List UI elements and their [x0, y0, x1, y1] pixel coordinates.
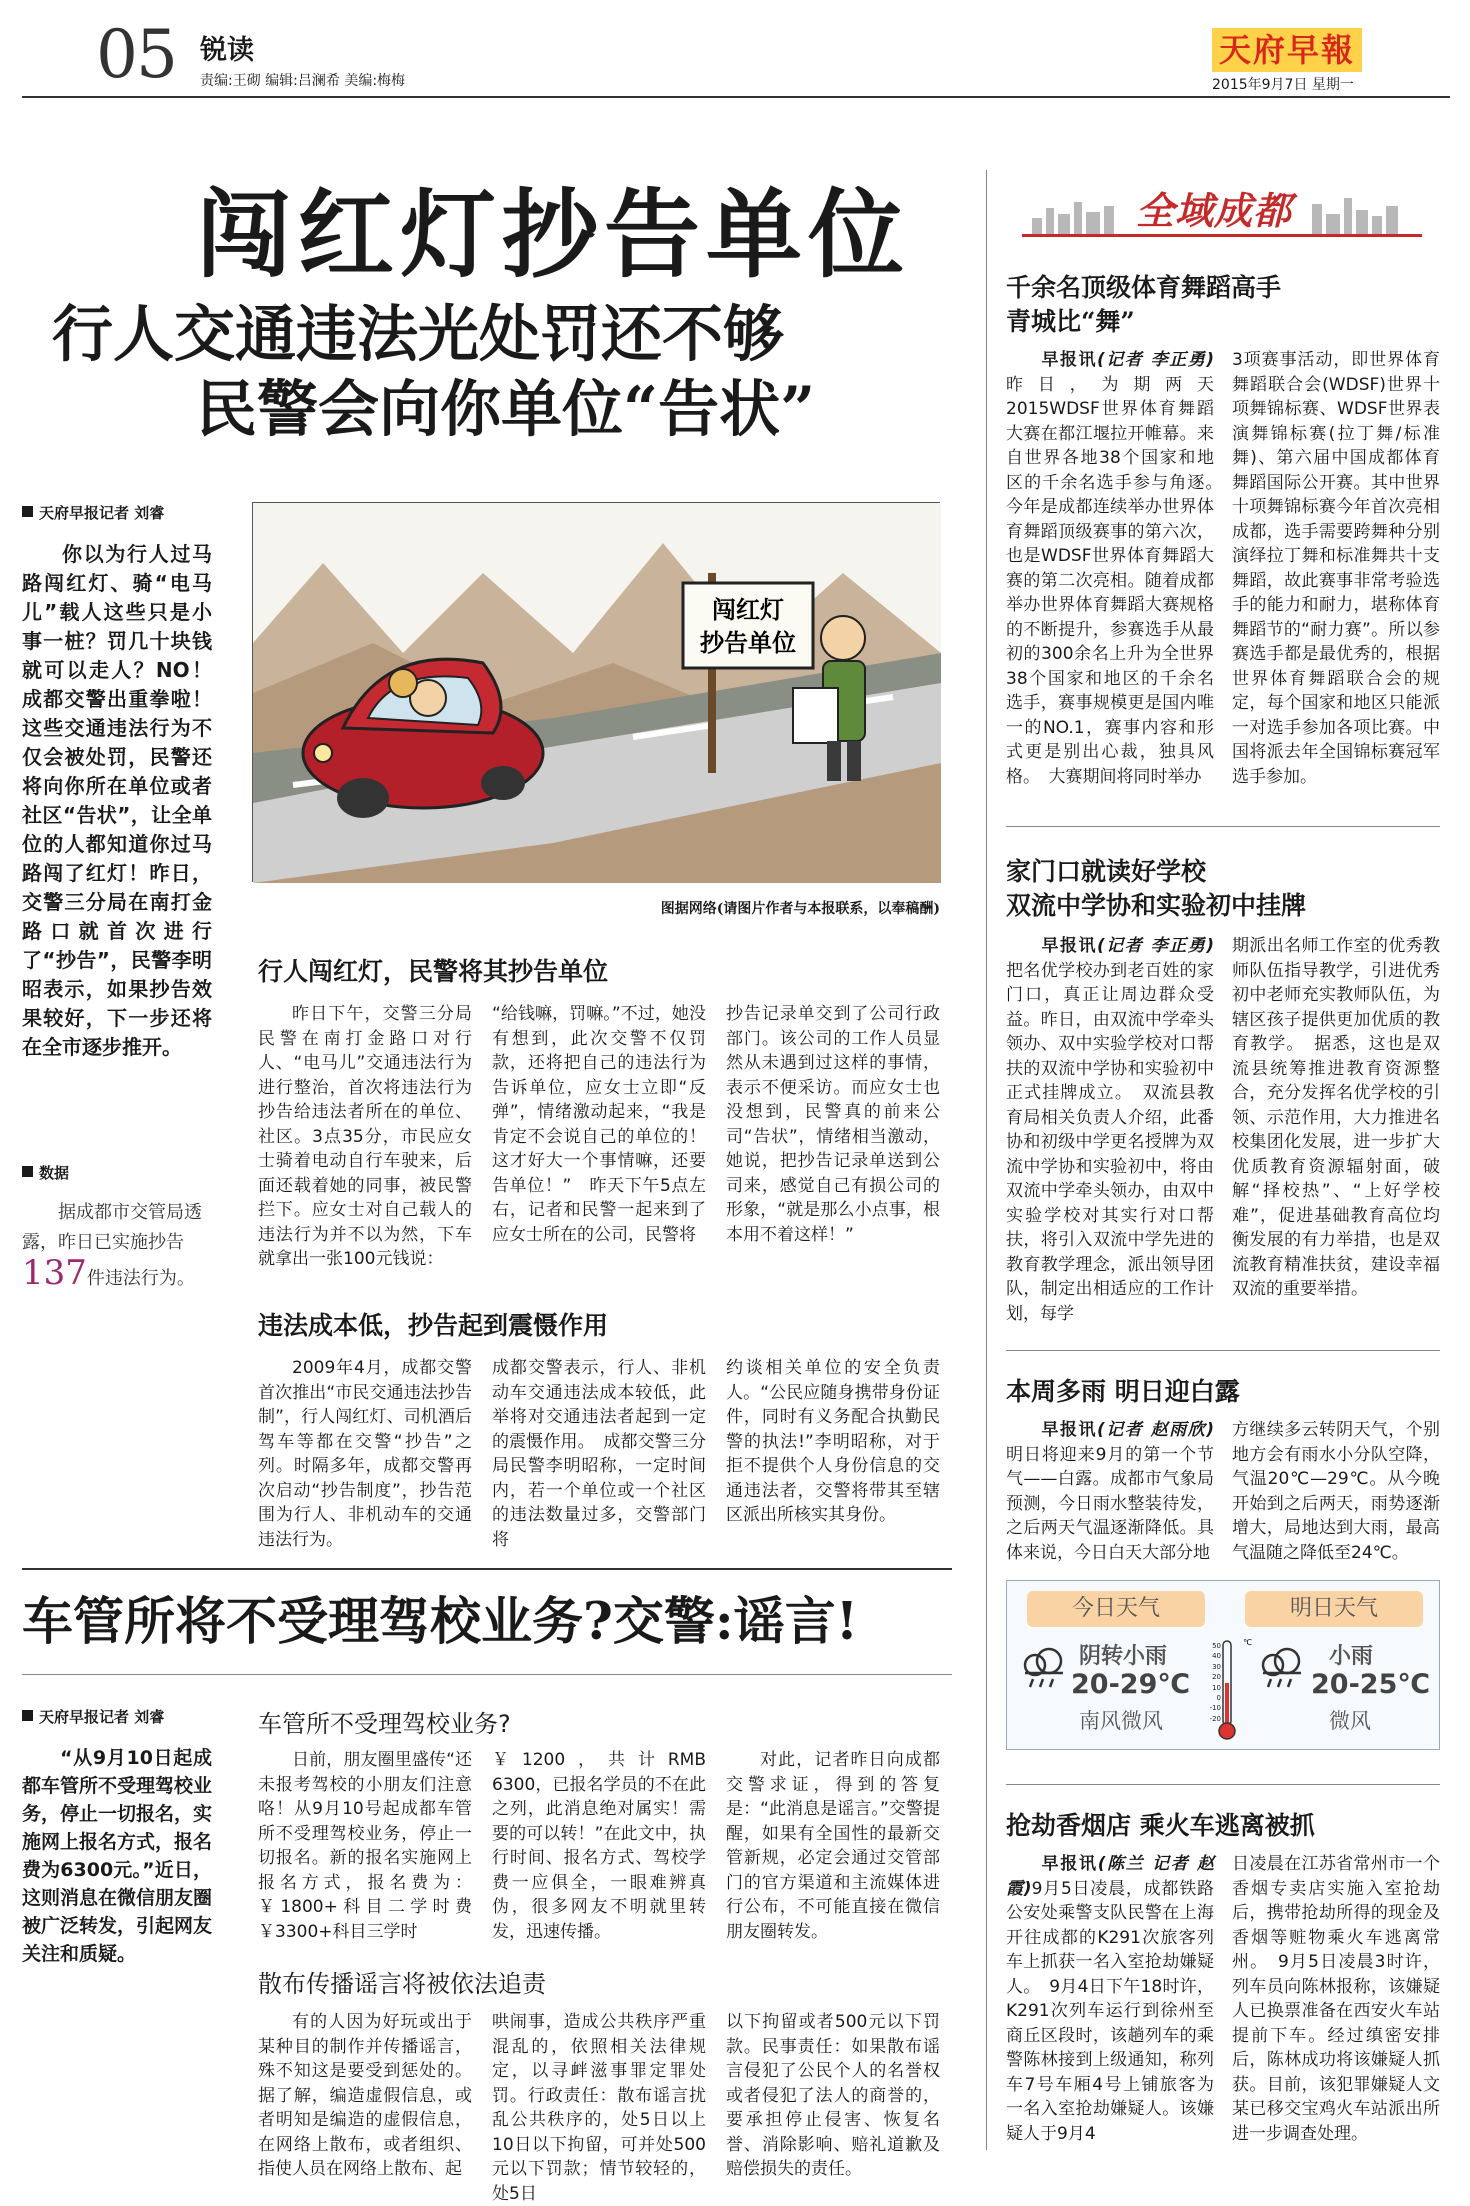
story1-rule: [1006, 826, 1440, 827]
reporter: (记者 李正勇): [1097, 936, 1214, 956]
story2-col1: [1006, 934, 1214, 1324]
dateline: 早报讯: [1040, 936, 1098, 956]
rumor-sub1-col2: ￥1200，共计RMB 6300，已报名学员的不在此之列，此消息绝对属实！需要的可以转！”在此文中，执行时间、报名方式、驾校学费一应俱全，一眼难辨真伪，很多网友不明就里转发，迅速传播。: [492, 1750, 706, 1942]
tomorrow-condition: 小雨: [1329, 1644, 1374, 1669]
story3-col1: [1006, 1418, 1214, 1568]
tick-label: 30: [1212, 1662, 1221, 1671]
tick-label: 10: [1212, 1683, 1221, 1692]
data-label: [22, 1162, 69, 1183]
tick-label: 0: [1216, 1694, 1221, 1703]
tick-label: 40: [1212, 1652, 1221, 1661]
sidebar-banner: [1012, 178, 1432, 238]
tick-label: -20: [1209, 1714, 1221, 1723]
lead-subtitle-2: 民警会向你单位“告状”: [196, 374, 816, 445]
section2-title: 违法成本低，抄告起到震慑作用: [258, 1311, 609, 1340]
cartoon-illustration: [252, 502, 940, 882]
today-label: 今日天气: [1027, 1591, 1205, 1627]
story4-title: 抢劫香烟店 乘火车逃离被抓: [1006, 1811, 1315, 1840]
story3-col1-text: 明日将迎来9月的第一个节气——白露。成都市气象局预测，今日雨水整装待发，之后两天气温逐渐降低。具体来说，今日白天大部分地: [1006, 1444, 1214, 1563]
weather-rule: [1006, 1784, 1440, 1785]
rumor-sub2-col1: 有的人因为好玩或出于某种目的制作并传播谣言，殊不知这是要受到惩处的。据了解，编造虚假信息，或者明知是编造的虚假信息，在网络上散布，或者组织、指使人员在网络上散布、起: [258, 2012, 472, 2179]
rumor-byline: [22, 1706, 164, 1727]
square-bullet: [22, 1710, 33, 1721]
rumor-sub1-col3: 对此，记者昨日向成都交警求证，得到的答复是：“此消息是谣言。”交警提醒，如果有全国性的最新交管新规，必定会通过交管部门的官方渠道和主流媒体进行公布，不可能直接在微信朋友圈转发。: [726, 1750, 940, 1942]
story2-title-2: 双流中学协和实验初中挂牌: [1006, 891, 1307, 920]
reporter: (记者 李正勇): [1097, 350, 1214, 370]
story1-title-2: 青城比“舞”: [1006, 307, 1135, 336]
today-wind: 南风微风: [1079, 1709, 1163, 1733]
svg-text:℃: ℃: [1243, 1638, 1252, 1647]
story1-col1-text: 昨日，为期两天2015WDSF世界体育舞蹈大赛在都江堰拉开帷幕。来自世界各地38个国家和地区的千余名选手参与角逐。 今年是成都连续举办世界体育舞蹈顶级赛事的第六次，也是WDSF世界体育舞蹈大赛的第二次亮相。随着成都举办世界体育舞蹈大赛规格的不断提升，参赛选手从最初的300余名上升为全世界38个国家和地区的千余名选手，赛事规模更是国内唯一的NO.1，赛事内容和形式更是别出心裁，独具风格。 大赛期间将同时举办: [1006, 374, 1231, 787]
rumor-sub2: 散布传播谣言将被依法追责: [258, 1970, 546, 1998]
dateline: 早报讯: [1040, 1420, 1098, 1440]
section2-col1: 2009年4月，成都交警首次推出“市民交通违法抄告制”，行人闯红灯、司机酒后驾车等都在交警“抄告”之列。时隔多年，成都交警再次启动“抄告制度”，抄告范围为行人、非机动车的交通违法行为。: [258, 1358, 472, 1550]
tomorrow-temp: 20-25℃: [1311, 1669, 1431, 1700]
banner-text: 全域成都: [1136, 188, 1293, 233]
story3-col2: 方继续多云转阴天气，个别地方会有雨水小分队空降，气温20℃—29℃。从今晚开始到之后两天，雨势逐渐增大，局地达到大雨，最高气温随之降低至24℃。: [1232, 1420, 1440, 1563]
lead-title: 闯红灯抄告单位: [196, 178, 910, 291]
rumor-sub1-col1: 日前，朋友圈里盛传“还未报考驾校的小朋友们注意咯！从9月10号起成都车管所不受理驾校业务，停止一切报名。新的报名实施网上报名方式，报名费为：￥1800+科目二学时费￥3300+科目三学时: [258, 1750, 472, 1942]
lead-intro: 你以为行人过马路闯红灯、骑“电马儿”载人这些只是小事一桩？罚几十块钱就可以走人？NO！成都交警出重拳啦！这些交通违法行为不仅会被处罚，民警还将向你所在单位或者社区“告状”，让全单位的人都知道你过马路闯了红灯！昨日，交警三分局在南打金路口就首次进行了“抄告”，民警李明昭表示，如果抄告效果较好，下一步还将在全市逐步推开。: [22, 542, 212, 1059]
reporter: (陈兰 记者 赵霞): [1006, 1854, 1214, 1899]
tomorrow-label: 明日天气: [1245, 1591, 1423, 1627]
story2-col1-text: 把名优学校办到老百姓的家门口，真正让周边群众受益。昨日，由双流中学牵头领办、双中实验学校对口帮扶的双流中学协和实验初中正式挂牌成立。 双流县教育局相关负责人介绍，此番协和初级中学更名授牌为双流中学协和实验初中，将由双流中学牵头领办，由双中实验学校对其实行对口帮扶，将引入双流中学先进的教育教学理念，派出领导团队，制定出相适应的工作计划，每学: [1006, 960, 1214, 1324]
square-bullet: [22, 506, 33, 517]
reporter: (记者 赵雨欣): [1097, 1420, 1214, 1440]
data-number: 137: [22, 1253, 87, 1293]
thermo-ticks: [1203, 1641, 1221, 1724]
story4-col1: [1006, 1852, 1214, 2158]
weather-panel: [1006, 1580, 1440, 1750]
dateline: 早报讯: [1040, 350, 1098, 370]
section2-col2: 成都交警表示，行人、非机动车交通违法成本较低，此举将对交通违法者起到一定的震慑作用。 成都交警三分局民警李明昭称，一定时间内，若一个单位或一个社区的违法数量过多，交警部门将: [492, 1358, 706, 1550]
rumor-sub2-col2: 哄闹事，造成公共秩序严重混乱的，依照相关法律规定，以寻衅滋事罪定罪处罚。行政责任：散布谣言扰乱公共秩序的，处5日以上10日以下拘留，可并处500元以下罚款；情节较轻的，处5日: [492, 2012, 706, 2204]
rumor-top-rule: [22, 1568, 952, 1570]
square-bullet: [22, 1166, 33, 1177]
section2-col3: 约谈相关单位的安全负责人。“公民应随身携带身份证件，同时有义务配合执勤民警的执法!”李明昭称，对于拒不提供个人身份信息的交通违法者，交警将带其至辖区派出所核实其身份。: [726, 1358, 940, 1525]
thermometer-icon: [1203, 1635, 1253, 1745]
issue-date: 2015年9月7日 星期一: [1212, 77, 1354, 93]
cartoon-svg: [253, 503, 941, 883]
rain-cloud-icon: [1257, 1643, 1307, 1693]
lead-subtitle-1: 行人交通违法光处罚还不够: [52, 299, 785, 370]
rumor-headline: 车管所将不受理驾校业务?交警:谣言!: [22, 1592, 859, 1652]
story1-col2: 3项赛事活动，即世界体育舞蹈联合会(WDSF)世界十项舞锦标赛、WDSF世界表演舞锦标赛(拉丁舞/标准舞)、第六届中国成都体育舞蹈国际公开赛。其中世界十项舞锦标赛今年首次亮相成都，选手需要跨舞种分别演绎拉丁舞和标准舞共十支舞蹈，故此赛事非常考验选手的能力和耐力，堪称体育舞蹈节的“耐力赛”。所以参赛选手都是最优秀的，根据世界体育舞蹈联合会的规定，每个国家和地区只能派一对选手参加各项比赛。中国将派去年全国锦标赛冠军选手参加。: [1232, 350, 1440, 787]
rumor-sub2-col3: 以下拘留或者500元以下罚款。民事责任：如果散布谣言侵犯了公民个人的名誉权或者侵犯了法人的商誉的，要承担停止侵害、恢复名誉、消除影响、赔礼道歉及赔偿损失的责任。: [726, 2012, 940, 2179]
page-number: 05: [96, 16, 176, 93]
lead-byline: [22, 502, 164, 523]
editors-line: 责编:王砌 编辑:吕澜希 美编:梅梅: [200, 73, 406, 89]
sign-text-1: 闯红灯: [712, 596, 784, 624]
cartoon-caption: 图据网络(请图片作者与本报联系，以奉稿酬): [660, 901, 940, 917]
story2-title-1: 家门口就读好学校: [1006, 857, 1207, 886]
story4-col1-text: 9月5日凌晨，成都铁路公安处乘警支队民警在上海开往成都的K291次旅客列车上抓获一名入室抢劫嫌疑人。 9月4日下午18时许，K291次列车运行到徐州至商丘区段时，该趟列车的乘警陈林接到上级通知，称列车7号车厢4号上铺旅客为一名入室抢劫嫌疑人。该嫌疑人于9月4: [1006, 1878, 1214, 2144]
byline-text: 天府早报记者 刘睿: [39, 504, 165, 522]
rumor-under-rule: [22, 1674, 952, 1675]
section1-col1: 昨日下午，交警三分局民警在南打金路口对行人、“电马儿”交通违法行为进行整治，首次将违法行为抄告给违法者所在的单位、社区。3点35分，市民应女士骑着电动自行车驶来，后面还载着她的同事，被民警拦下。应女士对自己载人的违法行为并不以为然，下车就拿出一张100元钱说：: [258, 1004, 472, 1269]
today-condition: 阴转小雨: [1079, 1644, 1168, 1669]
masthead-logo: 天府早報: [1212, 28, 1362, 72]
story4-col2: 日凌晨在江苏省常州市一个香烟专卖店实施入室抢劫后，携带抢劫所得的现金及香烟等赃物乘火车逃离常州。 9月5日凌晨3时许，列车员向陈林报称，该嫌疑人已换票准备在西安火车站提前下车。经过缜密安排后，陈林成功将该嫌疑人抓获。目前，该犯罪嫌疑人文某已移交宝鸡火车站派出所进一步调查处理。: [1232, 1854, 1440, 2144]
tomorrow-wind: 微风: [1329, 1709, 1371, 1733]
rumor-sub1: 车管所不受理驾校业务?: [258, 1710, 511, 1738]
story2-col2: 期派出名师工作室的优秀教师队伍指导教学，引进优秀初中老师充实教师队伍，为辖区孩子提供更加优质的教育教学。 据悉，这也是双流县统筹推进教育资源整合，充分发挥名优学校的引领、示范作用，大力推进名校集团化发展，进一步扩大优质教育资源辐射面，破解“择校热”、“上好学校难”，促进基础教育高位均衡发展的有力举措，也是双流教育精准扶贫，建设幸福双流的重要举措。: [1232, 936, 1440, 1299]
rumor-intro: “从9月10日起成都车管所不受理驾校业务，停止一切报名，实施网上报名方式，报名费为6300元。”近日，这则消息在微信朋友圈被广泛转发，引起网友关注和质疑。: [22, 1747, 213, 1965]
tick-label: -10: [1209, 1704, 1221, 1713]
story1-col1: [1006, 348, 1231, 808]
data-text-post: 件违法行为。: [86, 1268, 195, 1289]
today-temp: 20-29℃: [1071, 1669, 1191, 1700]
dateline: 早报讯: [1040, 1854, 1098, 1874]
section1-col3: 抄告记录单交到了公司行政部门。该公司的工作人员显然从未遇到过这样的事情，表示不便采访。而应女士也没想到，民警真的前来公司“告状”，情绪相当激动，她说，把抄告记录单送到公司来，感觉自己有损公司的形象，“就是那么小点事，根本用不着这样！”: [726, 1004, 940, 1245]
data-text-pre: 据成都市交管局透露，昨日已实施抄告: [22, 1202, 202, 1253]
section-name: 锐读: [200, 35, 254, 66]
header-rule: [22, 96, 1450, 98]
byline-text: 天府早报记者 刘睿: [39, 1708, 165, 1726]
section1-title: 行人闯红灯，民警将其抄告单位: [258, 957, 609, 986]
column-divider: [986, 170, 987, 2150]
tick-label: 50: [1212, 1642, 1221, 1650]
data-label-text: 数据: [39, 1164, 70, 1182]
sign-text-2: 抄告单位: [700, 629, 796, 657]
section1-col2: “给钱嘛，罚嘛。”不过，她没有想到，此次交警不仅罚款，还将把自己的违法行为告诉单位，应女士立即“反弹”，情绪激动起来，“我是肯定不会说自己的单位的！这才好大一个事情嘛，还要告单位！” 昨天下午5点左右，记者和民警一起来到了应女士所在的公司，民警将: [492, 1004, 706, 1245]
story2-rule: [1006, 1350, 1440, 1351]
data-box: [22, 1198, 212, 1294]
rain-cloud-icon: [1019, 1643, 1069, 1693]
tick-label: 20: [1212, 1673, 1221, 1682]
story1-title-1: 千余名顶级体育舞蹈高手: [1006, 273, 1282, 302]
story3-title: 本周多雨 明日迎白露: [1006, 1377, 1240, 1406]
